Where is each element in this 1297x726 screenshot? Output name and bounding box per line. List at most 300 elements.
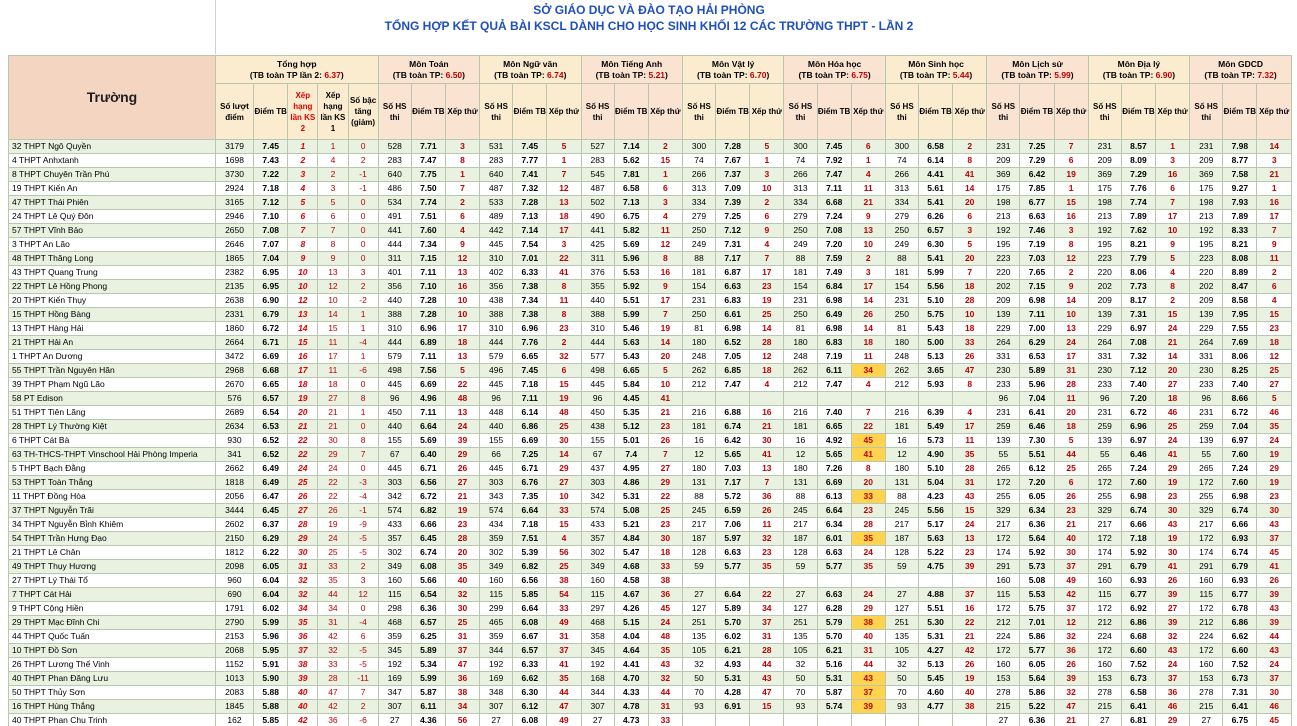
rank-ks2-cell: 2: [288, 154, 318, 168]
subject-rank-cell: 7: [851, 406, 885, 420]
subject-rank-cell: 49: [547, 616, 581, 630]
table-row[interactable]: [9, 574, 1292, 588]
subject-rank-cell: 38: [851, 616, 885, 630]
rank-ks2-cell: 29: [288, 532, 318, 546]
students-cell: 172: [987, 602, 1020, 616]
cell: 3444: [215, 504, 253, 518]
subject-rank-cell: 28: [445, 532, 479, 546]
subject-avg-suffix: ): [665, 69, 668, 80]
students-cell: 265: [1088, 462, 1121, 476]
subject-rank-cell: 37: [1257, 532, 1292, 546]
avg-score-cell: 7.76: [1121, 182, 1155, 196]
avg-score-cell: 6.33: [513, 266, 547, 280]
avg-score-cell: 5.51: [614, 294, 648, 308]
table-row[interactable]: [9, 700, 1292, 714]
avg-score-cell: 5.89: [411, 644, 445, 658]
subject-rank-cell: 7: [750, 252, 784, 266]
avg-score-cell: 6.98: [817, 294, 851, 308]
subject-avg-prefix: (TB toàn TP:: [697, 69, 750, 80]
avg-score-cell: 5.64: [1020, 532, 1054, 546]
table-row[interactable]: [9, 308, 1292, 322]
avg-score-cell: 6.62: [1223, 630, 1257, 644]
students-cell: 300: [885, 140, 918, 154]
column-header-summary-1[interactable]: Điểm TB: [254, 84, 288, 140]
column-header-subject-6-2[interactable]: Xếp thứ: [1054, 84, 1088, 140]
avg-score-cell: 5.00: [918, 336, 952, 350]
column-group-subject-6[interactable]: [987, 56, 1088, 84]
subject-rank-cell: 6: [1054, 154, 1088, 168]
subject-rank-cell: 19: [1257, 448, 1292, 462]
avg-score-cell: 5.21: [614, 518, 648, 532]
subject-rank-cell: 25: [648, 504, 682, 518]
avg-score-cell: 6.98: [716, 322, 750, 336]
subject-rank-cell: 1: [1155, 140, 1189, 154]
subject-rank-cell: 31: [851, 644, 885, 658]
avg-score-cell: 6.86: [1223, 616, 1257, 630]
students-cell: 303: [378, 476, 411, 490]
students-cell: 307: [378, 700, 411, 714]
subject-rank-cell: 38: [953, 700, 987, 714]
table-row[interactable]: [9, 224, 1292, 238]
avg-score-cell: 4.23: [918, 490, 952, 504]
avg-score-cell: 6.34: [817, 518, 851, 532]
table-row[interactable]: [9, 714, 1292, 726]
students-cell: 160: [1190, 658, 1223, 672]
column-header-subject-3-2[interactable]: Xếp thứ: [750, 84, 784, 140]
subject-rank-cell: 22: [953, 616, 987, 630]
column-header-subject-4-1[interactable]: Điểm TB: [817, 84, 851, 140]
table-row[interactable]: [9, 434, 1292, 448]
avg-score-cell: [716, 574, 750, 588]
overall-score-cell: 7.07: [254, 238, 288, 252]
rank-change-cell: -2: [348, 294, 378, 308]
students-cell: 192: [1190, 224, 1223, 238]
students-cell: 291: [1190, 560, 1223, 574]
students-cell: 216: [885, 406, 918, 420]
school-name-cell: 19 THPT Kiến An: [9, 182, 216, 196]
cell: 2968: [215, 364, 253, 378]
avg-score-cell: 6.92: [1121, 602, 1155, 616]
overall-score-cell: 6.54: [254, 406, 288, 420]
students-cell: 88: [885, 252, 918, 266]
students-cell: 12: [885, 448, 918, 462]
students-cell: 245: [784, 504, 817, 518]
column-header-subject-4-2[interactable]: Xếp thứ: [851, 84, 885, 140]
table-row[interactable]: [9, 532, 1292, 546]
table-row[interactable]: [9, 336, 1292, 350]
avg-score-cell: 5.43: [918, 322, 952, 336]
avg-score-cell: 6.33: [513, 658, 547, 672]
cell: 3472: [215, 350, 253, 364]
avg-score-cell: 5.53: [1020, 588, 1054, 602]
subject-rank-cell: 12: [547, 182, 581, 196]
subject-rank-cell: 49: [547, 714, 581, 726]
students-cell: 209: [1088, 154, 1121, 168]
students-cell: 195: [1190, 238, 1223, 252]
column-header-subject-0-2[interactable]: Xếp thứ: [445, 84, 479, 140]
students-cell: [784, 714, 817, 726]
students-cell: 192: [987, 224, 1020, 238]
subject-rank-cell: 12: [1054, 252, 1088, 266]
avg-score-cell: 4.75: [918, 560, 952, 574]
subject-name: Môn Ngữ văn: [503, 58, 558, 69]
students-cell: 192: [1088, 224, 1121, 238]
table-row[interactable]: [9, 462, 1292, 476]
column-header-subject-5-0[interactable]: Số HS thi: [885, 84, 918, 140]
cell: 1698: [215, 154, 253, 168]
column-header-subject-2-0[interactable]: Số HS thi: [581, 84, 614, 140]
avg-score-cell: 6.21: [817, 644, 851, 658]
table-row[interactable]: [9, 602, 1292, 616]
column-group-subject-0[interactable]: [378, 56, 479, 84]
column-header-subject-3-0[interactable]: Số HS thi: [682, 84, 715, 140]
avg-score-cell: 7.93: [1223, 196, 1257, 210]
table-row[interactable]: [9, 266, 1292, 280]
overall-score-cell: 7.22: [254, 168, 288, 182]
subject-rank-cell: 30: [445, 602, 479, 616]
table-row[interactable]: [9, 168, 1292, 182]
avg-score-cell: 4.33: [614, 686, 648, 700]
subject-rank-cell: 24: [1054, 336, 1088, 350]
students-cell: 401: [378, 266, 411, 280]
subject-avg-prefix: (TB toàn TP:: [494, 69, 548, 80]
subject-rank-cell: 47: [445, 658, 479, 672]
students-cell: 217: [885, 518, 918, 532]
students-cell: 487: [480, 182, 513, 196]
avg-score-cell: 5.89: [716, 602, 750, 616]
subject-rank-cell: 20: [445, 546, 479, 560]
students-cell: 139: [987, 308, 1020, 322]
avg-score-cell: 6.63: [716, 280, 750, 294]
students-cell: 16: [784, 434, 817, 448]
table-row[interactable]: [9, 476, 1292, 490]
rank-change-cell: 1: [348, 406, 378, 420]
column-header-subject-1-2[interactable]: Xếp thứ: [547, 84, 581, 140]
column-header-subject-0-0[interactable]: Số HS thi: [378, 84, 411, 140]
table-row[interactable]: [9, 196, 1292, 210]
school-name-cell: 8 THPT Chuyên Trần Phú: [9, 168, 216, 182]
avg-score-cell: 4.04: [614, 630, 648, 644]
table-row[interactable]: [9, 322, 1292, 336]
students-cell: 223: [1190, 252, 1223, 266]
rank-ks2-cell: 12: [288, 294, 318, 308]
overall-score-cell: 6.53: [254, 420, 288, 434]
students-cell: 160: [1190, 574, 1223, 588]
avg-score-cell: 7.19: [817, 350, 851, 364]
subject-rank-cell: 41: [750, 448, 784, 462]
table-row[interactable]: [9, 630, 1292, 644]
avg-score-cell: 6.13: [817, 490, 851, 504]
subject-rank-cell: 56: [547, 546, 581, 560]
table-row[interactable]: [9, 658, 1292, 672]
column-header-subject-0-1[interactable]: Điểm TB: [411, 84, 445, 140]
column-header-summary-2[interactable]: Xếp hạng lần KS 2: [288, 84, 318, 140]
rank-change-cell: 0: [348, 378, 378, 392]
avg-score-cell: 4.58: [614, 574, 648, 588]
students-cell: 299: [480, 602, 513, 616]
subject-rank-cell: 10: [851, 238, 885, 252]
subject-rank-cell: 24: [851, 546, 885, 560]
column-header-school[interactable]: Trường: [9, 56, 216, 140]
subject-rank-cell: 17: [750, 266, 784, 280]
rank-ks2-cell: 36: [288, 630, 318, 644]
subject-rank-cell: 35: [445, 560, 479, 574]
avg-score-cell: 7.60: [411, 224, 445, 238]
column-header-subject-7-2[interactable]: Xếp thứ: [1155, 84, 1189, 140]
students-cell: 12: [784, 448, 817, 462]
rank-ks1-cell: 42: [318, 700, 348, 714]
school-name-cell: 27 THPT Lý Thái Tổ: [9, 574, 216, 588]
students-cell: 216: [682, 406, 715, 420]
avg-score-cell: 4.95: [614, 462, 648, 476]
students-cell: 250: [784, 308, 817, 322]
rank-ks2-cell: 4: [288, 182, 318, 196]
table-row[interactable]: [9, 252, 1292, 266]
avg-score-cell: 7.24: [1121, 462, 1155, 476]
avg-score-cell: 5.46: [614, 322, 648, 336]
avg-score-cell: 7.40: [1223, 378, 1257, 392]
students-cell: 434: [480, 518, 513, 532]
column-header-subject-5-1[interactable]: Điểm TB: [918, 84, 952, 140]
students-cell: 265: [1190, 462, 1223, 476]
students-cell: 187: [784, 532, 817, 546]
column-header-subject-6-0[interactable]: Số HS thi: [987, 84, 1020, 140]
avg-score-cell: 4.60: [918, 686, 952, 700]
table-row[interactable]: [9, 378, 1292, 392]
avg-score-cell: 6.64: [817, 504, 851, 518]
subject-rank-cell: 19: [547, 392, 581, 406]
column-header-subject-1-0[interactable]: Số HS thi: [480, 84, 513, 140]
avg-score-cell: 7.51: [513, 532, 547, 546]
subject-name: Môn Địa lý: [1117, 58, 1161, 69]
subject-rank-cell: 29: [1257, 462, 1292, 476]
avg-score-cell: 8.47: [1223, 280, 1257, 294]
table-row[interactable]: [9, 210, 1292, 224]
subject-rank-cell: 45: [648, 602, 682, 616]
subject-rank-cell: [851, 714, 885, 726]
students-cell: 231: [682, 294, 715, 308]
avg-score-cell: 4.70: [614, 672, 648, 686]
column-group-subject-1[interactable]: [480, 56, 581, 84]
subject-rank-cell: 24: [1155, 322, 1189, 336]
rank-change-cell: 2: [348, 560, 378, 574]
students-cell: 202: [1088, 280, 1121, 294]
avg-score-cell: 6.46: [1020, 420, 1054, 434]
subject-rank-cell: 11: [547, 294, 581, 308]
table-row[interactable]: [9, 406, 1292, 420]
subject-rank-cell: 8: [445, 154, 479, 168]
column-header-subject-5-2[interactable]: Xếp thứ: [953, 84, 987, 140]
column-header-subject-1-1[interactable]: Điểm TB: [513, 84, 547, 140]
cell: 1845: [215, 700, 253, 714]
students-cell: 55: [987, 448, 1020, 462]
subject-rank-cell: 35: [547, 672, 581, 686]
column-header-subject-4-0[interactable]: Số HS thi: [784, 84, 817, 140]
subject-rank-cell: 7: [1257, 224, 1292, 238]
table-row[interactable]: [9, 546, 1292, 560]
column-header-summary-4[interactable]: Số bậc tăng (giảm): [348, 84, 378, 140]
students-cell: 249: [885, 238, 918, 252]
subject-rank-cell: 17: [1155, 210, 1189, 224]
table-row[interactable]: [9, 392, 1292, 406]
students-cell: 224: [1190, 630, 1223, 644]
table-row[interactable]: [9, 280, 1292, 294]
table-row[interactable]: [9, 588, 1292, 602]
table-row[interactable]: [9, 560, 1292, 574]
subject-rank-cell: 16: [1155, 168, 1189, 182]
avg-score-cell: 6.97: [1223, 434, 1257, 448]
column-header-subject-2-1[interactable]: Điểm TB: [614, 84, 648, 140]
subject-rank-cell: 43: [851, 672, 885, 686]
column-header-subject-6-1[interactable]: Điểm TB: [1020, 84, 1054, 140]
subject-rank-cell: 3: [851, 266, 885, 280]
subject-rank-cell: 4: [851, 378, 885, 392]
column-group-subject-4[interactable]: [784, 56, 885, 84]
avg-score-cell: 4.96: [411, 392, 445, 406]
avg-score-cell: 4.41: [918, 168, 952, 182]
students-cell: 27: [682, 588, 715, 602]
subject-rank-cell: 25: [445, 616, 479, 630]
school-name-cell: 26 THPT Lương Thế Vinh: [9, 658, 216, 672]
subject-rank-cell: 31: [547, 630, 581, 644]
overall-score-cell: 7.18: [254, 182, 288, 196]
rank-ks1-cell: 22: [318, 476, 348, 490]
summary-avg-value: 6.37: [324, 69, 341, 80]
avg-score-cell: 6.08: [513, 616, 547, 630]
subject-rank-cell: 9: [445, 238, 479, 252]
table-row[interactable]: [9, 350, 1292, 364]
subject-rank-cell: 43: [1257, 644, 1292, 658]
students-cell: 255: [1190, 490, 1223, 504]
table-row[interactable]: [9, 420, 1292, 434]
avg-score-cell: 6.05: [1020, 490, 1054, 504]
table-row[interactable]: [9, 616, 1292, 630]
rank-change-cell: -4: [348, 616, 378, 630]
table-row[interactable]: [9, 448, 1292, 462]
subject-rank-cell: 20: [1155, 364, 1189, 378]
overall-score-cell: 5.88: [254, 686, 288, 700]
avg-score-cell: 6.83: [716, 294, 750, 308]
subject-rank-cell: 28: [1054, 378, 1088, 392]
school-name-cell: 6 THPT Cát Bà: [9, 434, 216, 448]
avg-score-cell: 6.57: [411, 616, 445, 630]
column-header-summary-3[interactable]: Xếp hạng lần KS 1: [318, 84, 348, 140]
subject-rank-cell: 6: [1054, 476, 1088, 490]
report-title: [216, 2, 1082, 34]
avg-score-cell: 6.39: [918, 406, 952, 420]
rank-change-cell: -5: [348, 532, 378, 546]
avg-score-cell: 6.74: [411, 546, 445, 560]
column-group-subject-7[interactable]: [1088, 56, 1189, 84]
table-row[interactable]: [9, 644, 1292, 658]
overall-score-cell: 6.47: [254, 490, 288, 504]
subject-rank-cell: 43: [1257, 602, 1292, 616]
avg-score-cell: 7.04: [1020, 392, 1054, 406]
table-row[interactable]: [9, 518, 1292, 532]
subject-rank-cell: 14: [851, 294, 885, 308]
subject-rank-cell: 35: [851, 532, 885, 546]
subject-rank-cell: 5: [547, 140, 581, 154]
subject-rank-cell: 39: [851, 700, 885, 714]
subject-avg-prefix: (TB toàn TP:: [1102, 69, 1156, 80]
rank-ks1-cell: 27: [318, 392, 348, 406]
subject-avg-suffix: ): [1070, 69, 1074, 80]
students-cell: 349: [480, 560, 513, 574]
rank-ks1-cell: 13: [318, 266, 348, 280]
students-cell: 231: [784, 294, 817, 308]
rank-ks2-cell: 10: [288, 280, 318, 294]
table-row[interactable]: [9, 672, 1292, 686]
column-header-subject-3-1[interactable]: Điểm TB: [716, 84, 750, 140]
column-header-subject-8-0[interactable]: Số HS thi: [1190, 84, 1223, 140]
column-group-subject-2[interactable]: [581, 56, 682, 84]
cell: 2650: [215, 224, 253, 238]
students-cell: 579: [378, 350, 411, 364]
subject-rank-cell: 14: [1054, 294, 1088, 308]
column-header-subject-7-0[interactable]: Số HS thi: [1088, 84, 1121, 140]
column-group-subject-8[interactable]: [1190, 56, 1292, 84]
rank-ks1-cell: 6: [318, 210, 348, 224]
table-row[interactable]: [9, 182, 1292, 196]
table-row[interactable]: [9, 364, 1292, 378]
cell: 2689: [215, 406, 253, 420]
subject-rank-cell: 35: [851, 560, 885, 574]
students-cell: 160: [480, 574, 513, 588]
column-group-summary[interactable]: [215, 56, 378, 84]
subject-name: Môn Hóa học: [807, 58, 862, 69]
students-cell: 311: [581, 252, 614, 266]
results-table: [8, 55, 1292, 726]
subject-rank-cell: 8: [648, 252, 682, 266]
rank-change-cell: -9: [348, 518, 378, 532]
avg-score-cell: 5.31: [716, 672, 750, 686]
subject-rank-cell: 2: [953, 140, 987, 154]
subject-rank-cell: 16: [953, 602, 987, 616]
avg-score-cell: 6.66: [411, 518, 445, 532]
column-group-subject-3[interactable]: [682, 56, 783, 84]
table-row[interactable]: [9, 504, 1292, 518]
table-row[interactable]: [9, 686, 1292, 700]
table-row[interactable]: [9, 154, 1292, 168]
column-group-subject-5[interactable]: [885, 56, 986, 84]
subject-rank-cell: 17: [851, 280, 885, 294]
table-row[interactable]: [9, 490, 1292, 504]
cell: 2924: [215, 182, 253, 196]
column-header-subject-2-2[interactable]: Xếp thứ: [648, 84, 682, 140]
column-header-subject-8-1[interactable]: Điểm TB: [1223, 84, 1257, 140]
avg-score-cell: 7.28: [411, 294, 445, 308]
column-header-subject-7-1[interactable]: Điểm TB: [1121, 84, 1155, 140]
subject-rank-cell: 19: [750, 294, 784, 308]
avg-score-cell: 6.36: [1020, 714, 1054, 726]
avg-score-cell: 6.77: [1223, 588, 1257, 602]
column-header-summary-0[interactable]: Số lượt điểm: [215, 84, 253, 140]
rank-ks1-cell: 12: [318, 280, 348, 294]
avg-score-cell: 6.54: [411, 588, 445, 602]
table-row[interactable]: [9, 294, 1292, 308]
rank-ks2-cell: 3: [288, 168, 318, 182]
subject-rank-cell: 27: [1155, 378, 1189, 392]
table-row[interactable]: [9, 140, 1292, 154]
avg-score-cell: 5.63: [614, 336, 648, 350]
subject-rank-cell: 26: [953, 658, 987, 672]
avg-score-cell: 7.55: [1223, 322, 1257, 336]
column-header-subject-8-2[interactable]: Xếp thứ: [1257, 84, 1292, 140]
students-cell: 215: [1088, 700, 1121, 714]
overall-score-cell: 6.29: [254, 532, 288, 546]
avg-score-cell: 7.19: [1020, 238, 1054, 252]
table-row[interactable]: [9, 238, 1292, 252]
